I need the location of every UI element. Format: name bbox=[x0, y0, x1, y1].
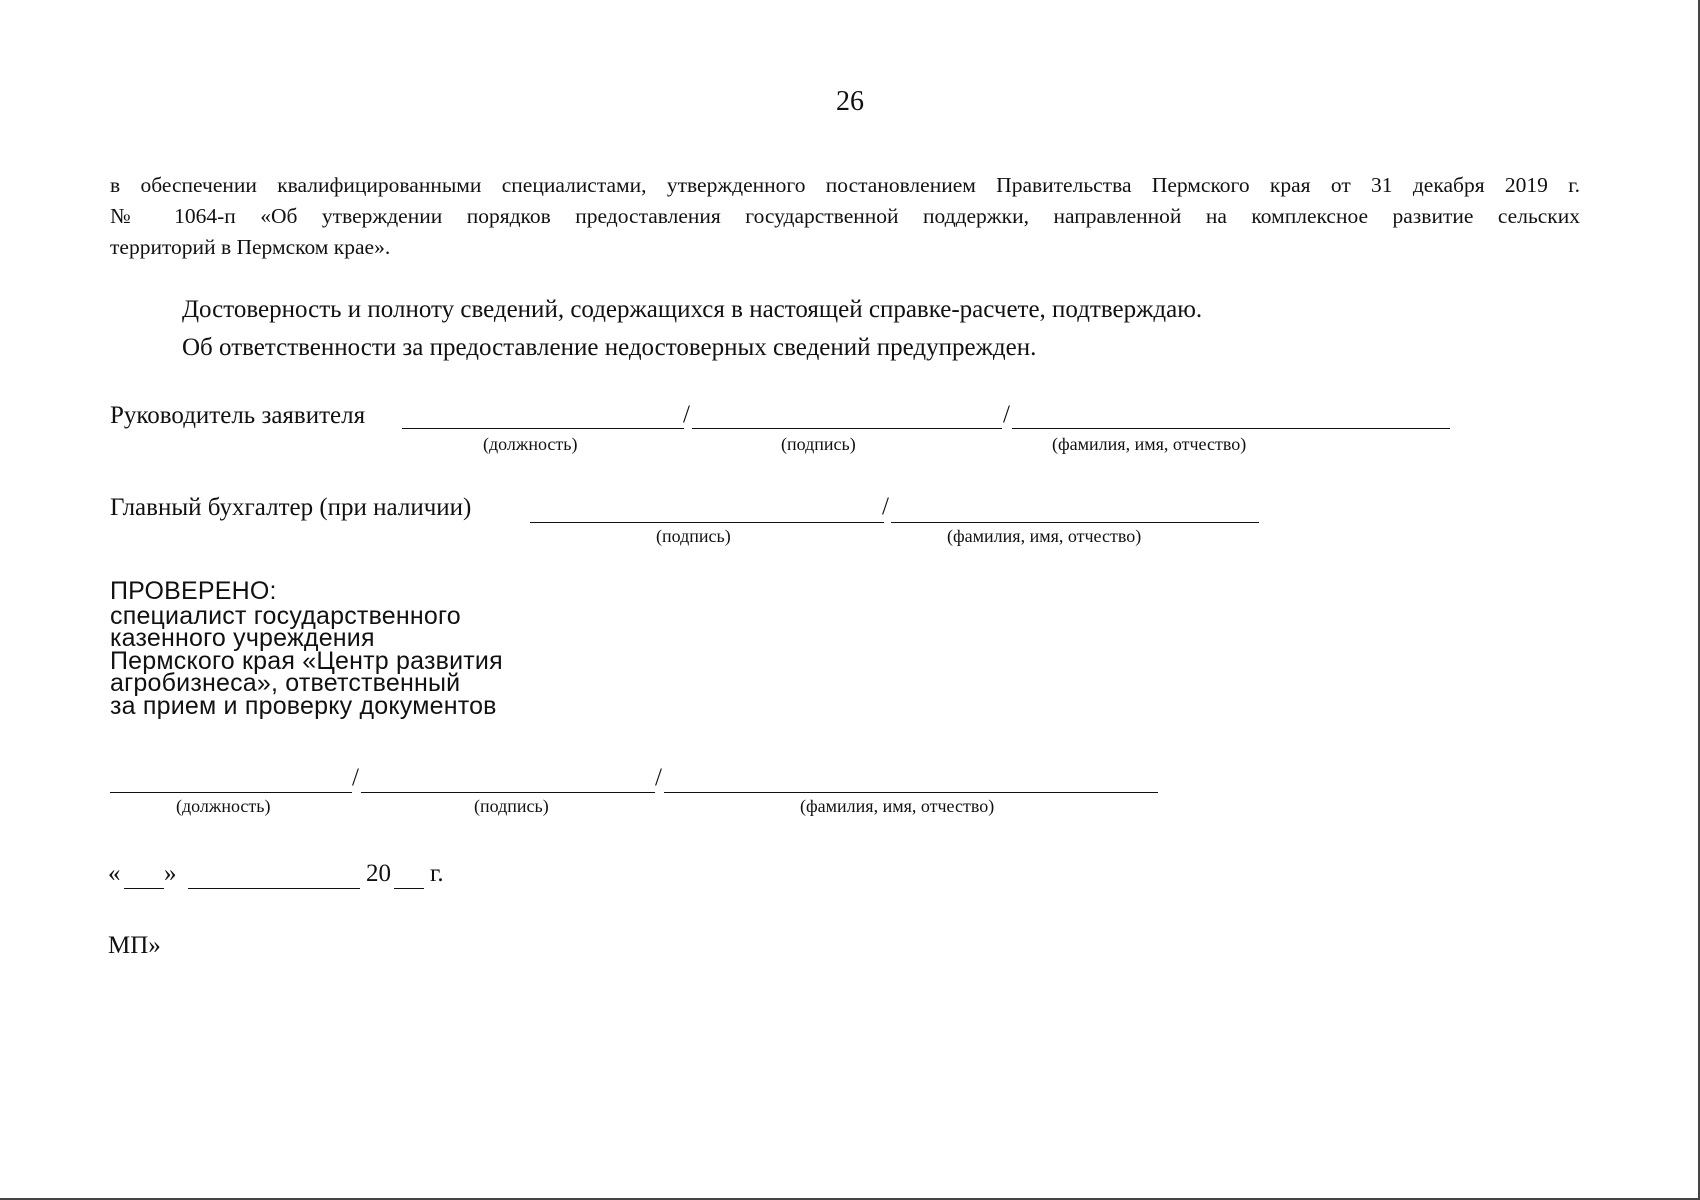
date-close-quote: » bbox=[164, 860, 177, 887]
head-name-line[interactable] bbox=[1012, 428, 1450, 429]
date-year-line[interactable] bbox=[394, 888, 424, 889]
separator-slash: / bbox=[882, 493, 889, 520]
date-year-prefix: 20 bbox=[366, 860, 391, 887]
specialist-signature-line[interactable] bbox=[361, 792, 655, 793]
page-number: 26 bbox=[836, 86, 864, 117]
head-position-line[interactable] bbox=[402, 428, 684, 429]
seal-placeholder: МП» bbox=[108, 932, 161, 959]
intro-paragraph bbox=[110, 170, 1580, 263]
intro-line: в обеспечении квалифицированными специалистами, утвержденного постановлением Правительства Пермского края от 31 декабря 2019 г. bbox=[110, 173, 1580, 197]
checked-block bbox=[110, 577, 503, 720]
specialist-signature-caption: (подпись) bbox=[474, 796, 549, 816]
specialist-name-line[interactable] bbox=[664, 792, 1158, 793]
checked-line: специалист государственного bbox=[110, 601, 461, 630]
checked-heading: ПРОВЕРЕНО: bbox=[110, 577, 277, 605]
checked-line: агробизнеса», ответственный bbox=[110, 669, 461, 697]
date-day-line[interactable] bbox=[124, 888, 164, 889]
checked-line: за прием и проверку документов bbox=[110, 691, 497, 720]
accountant-signature-line[interactable] bbox=[530, 522, 884, 523]
accountant-signature-caption: (подпись) bbox=[656, 526, 731, 546]
head-name-caption: (фамилия, имя, отчество) bbox=[1052, 434, 1247, 454]
intro-line: № 1064-п «Об утверждении порядков предоставления государственной поддержки, направленной на комплексное развитие сельских bbox=[110, 204, 1580, 228]
intro-line: территорий в Пермском крае». bbox=[110, 235, 391, 259]
head-signature-label: Руководитель заявителя bbox=[110, 402, 366, 429]
responsibility-line: Об ответственности за предоставление недостоверных сведений предупрежден. bbox=[182, 334, 1037, 361]
specialist-position-caption: (должность) bbox=[176, 796, 271, 816]
head-position-caption: (должность) bbox=[483, 434, 578, 454]
accountant-name-caption: (фамилия, имя, отчество) bbox=[947, 526, 1142, 546]
head-signature-line[interactable] bbox=[692, 428, 1002, 429]
specialist-position-line[interactable] bbox=[110, 792, 352, 793]
date-month-line[interactable] bbox=[188, 888, 360, 889]
checked-line: казенного учреждения bbox=[110, 624, 375, 652]
accountant-name-line[interactable] bbox=[891, 522, 1259, 523]
specialist-name-caption: (фамилия, имя, отчество) bbox=[800, 796, 995, 816]
separator-slash: / bbox=[352, 764, 359, 791]
date-open-quote: « bbox=[108, 860, 121, 887]
checked-line: Пермского края «Центр развития bbox=[110, 646, 503, 675]
confirmation-line: Достоверность и полноту сведений, содержащихся в настоящей справке-расчете, подтверждаю. bbox=[182, 296, 1203, 323]
separator-slash: / bbox=[683, 401, 690, 428]
date-year-suffix: г. bbox=[430, 860, 444, 887]
separator-slash: / bbox=[1003, 401, 1010, 428]
head-signature-caption: (подпись) bbox=[781, 434, 856, 454]
separator-slash: / bbox=[655, 764, 662, 791]
accountant-signature-label: Главный бухгалтер (при наличии) bbox=[110, 494, 472, 521]
